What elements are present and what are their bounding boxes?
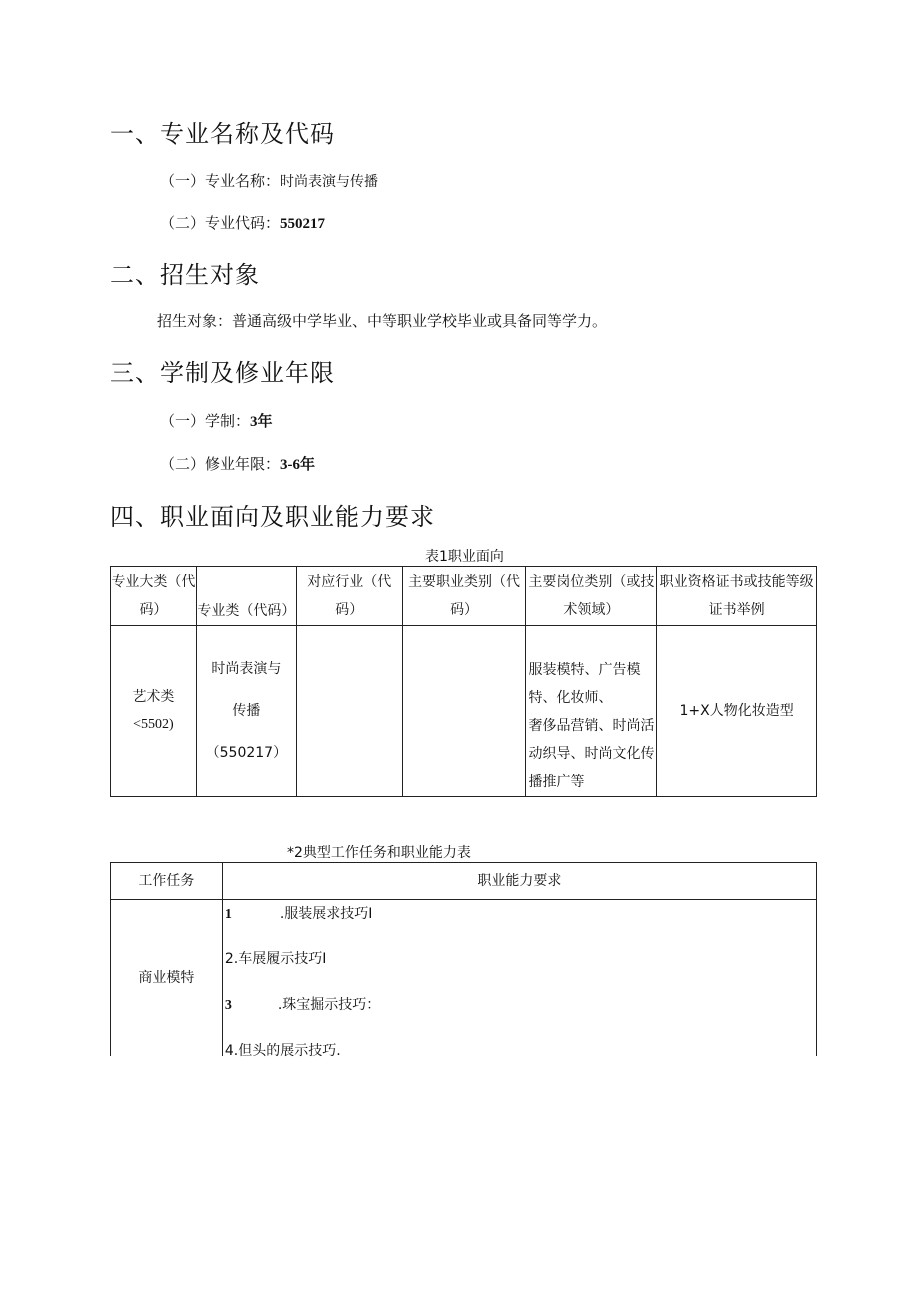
major-code-line xyxy=(160,212,325,233)
study-years-line xyxy=(160,453,315,474)
table1-header-position xyxy=(526,567,657,626)
cell-text: 艺术类 xyxy=(132,689,175,705)
header-text: 证书举例 xyxy=(708,602,765,618)
major-name-label: （一）专业名称： xyxy=(160,172,281,190)
section-4-title: 四、职业面向及职业能力要求 xyxy=(110,503,435,531)
table2-cell-task: 商业模特 xyxy=(111,900,223,1057)
requirement-item-4: 4.但头的展示技巧. xyxy=(224,1043,341,1059)
cell-text: 特、化妆师、 xyxy=(528,690,613,706)
header-text: 码） xyxy=(139,602,168,618)
cell-text: 1+X人物化妆造型 xyxy=(679,703,794,719)
major-name-line xyxy=(160,170,378,191)
table1-caption: 表1职业面向 xyxy=(425,549,504,565)
cell-text: 时尚表演与 xyxy=(211,661,282,677)
table1-cell-category xyxy=(111,626,197,797)
study-years-label: （二）修业年限： xyxy=(160,455,281,473)
table1-header-category xyxy=(111,567,197,626)
table1-header-certificate xyxy=(657,567,817,626)
requirement-item-1 xyxy=(225,905,373,924)
header-text: 码） xyxy=(450,602,479,618)
major-name-value: 时尚表演与传播 xyxy=(280,174,379,190)
table1-data-row xyxy=(111,626,817,797)
table2-caption: *2典型工作任务和职业能力表 xyxy=(287,845,471,861)
table1-cell-class xyxy=(196,626,296,797)
enrollment-text: 招生对象：普通高级中学毕业、中等职业学校毕业或具备同等学力。 xyxy=(157,312,608,330)
cell-text: 播推广等 xyxy=(528,774,585,790)
major-code-label: （二）专业代码： xyxy=(160,214,281,232)
requirement-item-2: 2.车展履示技巧I xyxy=(224,951,327,967)
table2-cell-requirements xyxy=(222,900,816,1057)
cell-text: 动织导、时尚文化传 xyxy=(528,746,655,762)
cell-text: 传播 xyxy=(232,703,261,719)
cell-text: 服装模特、广告模 xyxy=(528,662,641,678)
requirement-text: .服装展求技巧I xyxy=(279,906,373,922)
header-text: 主要岗位类别（或技 xyxy=(528,574,655,590)
header-text: 术领域） xyxy=(563,602,620,618)
study-years-value: 3-6年 xyxy=(280,457,316,473)
table1-header-industry xyxy=(296,567,402,626)
table1-cell-occupation xyxy=(402,626,526,797)
table2-header-row xyxy=(111,863,817,900)
cell-text: 奢侈品营销、时尚活 xyxy=(528,718,655,734)
cell-text: （550217） xyxy=(205,745,288,761)
table1-cell-position xyxy=(526,626,657,797)
header-text: 主要职业类别（代 xyxy=(408,574,521,590)
header-text: 码） xyxy=(335,602,364,618)
cell-text: <5502) xyxy=(133,717,174,732)
table1-header-occupation xyxy=(402,567,526,626)
table2-header-requirement: 职业能力要求 xyxy=(222,863,816,900)
table2-header-task: 工作任务 xyxy=(111,863,223,900)
study-length-line xyxy=(160,410,273,431)
requirement-text: .珠宝掘示技巧： xyxy=(277,997,381,1013)
section-1-title: 一、专业名称及代码 xyxy=(110,120,335,148)
requirement-number: 1 xyxy=(224,907,232,922)
requirement-number: 3 xyxy=(224,998,232,1013)
requirement-item-3 xyxy=(225,996,380,1015)
header-text: 职业资格证书或技能等级 xyxy=(659,574,814,590)
header-text: 对应行业（代 xyxy=(307,574,392,590)
table2-data-row xyxy=(111,900,817,1057)
work-task-ability-table xyxy=(110,862,817,1059)
table1-header-class xyxy=(196,567,296,626)
header-text: 专业类（代码） xyxy=(197,603,296,619)
table1-cell-certificate xyxy=(657,626,817,797)
section-3-title: 三、学制及修业年限 xyxy=(110,359,335,387)
career-orientation-table xyxy=(110,566,817,797)
study-length-label: （一）学制： xyxy=(160,412,251,430)
header-text: 专业大类（代 xyxy=(111,574,196,590)
table1-header-row xyxy=(111,567,817,626)
major-code-value: 550217 xyxy=(280,216,326,232)
section-2-title: 二、招生对象 xyxy=(110,261,260,289)
table1-cell-industry xyxy=(296,626,402,797)
study-length-value: 3年 xyxy=(250,414,273,430)
